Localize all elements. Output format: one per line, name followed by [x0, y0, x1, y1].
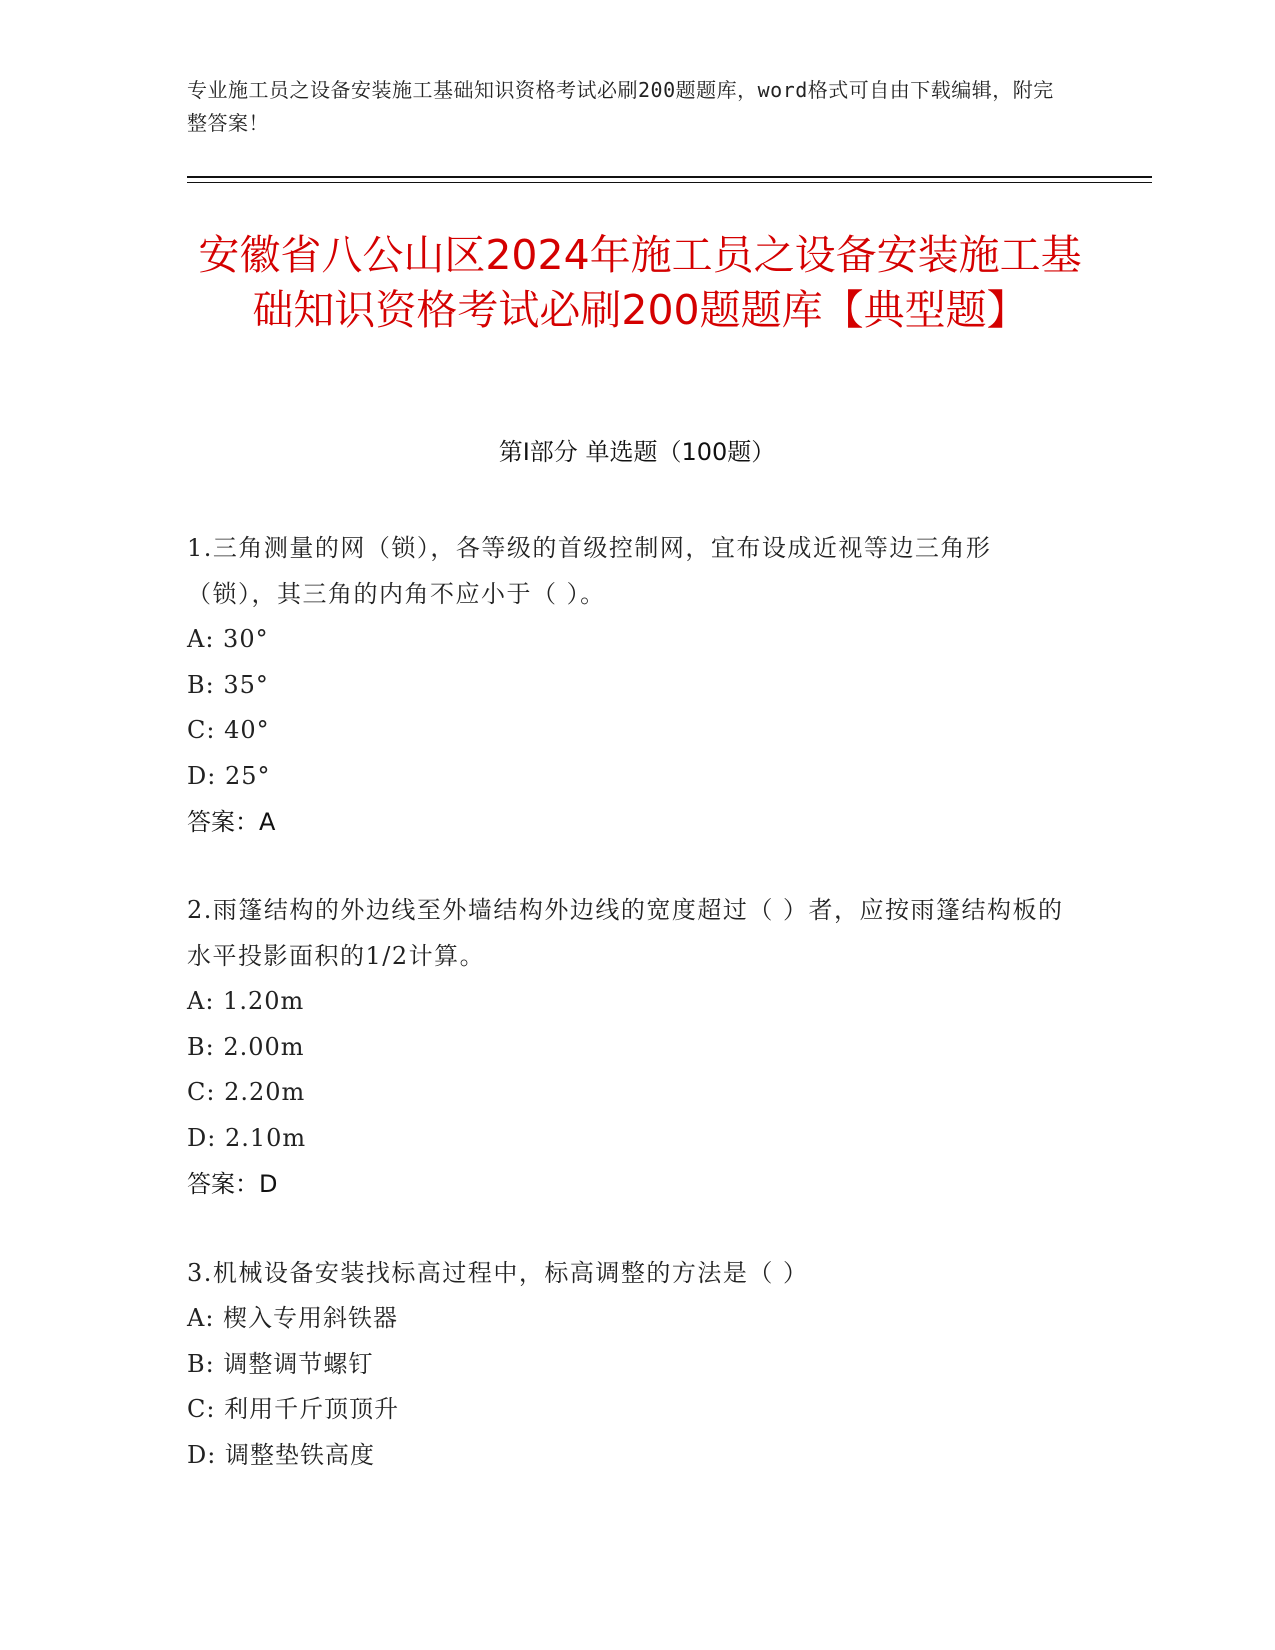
- answer: 答案：D: [187, 1170, 278, 1198]
- option-c: C: 利用千斤顶顶升: [187, 1395, 400, 1423]
- option-c: C: 2.20m: [187, 1078, 306, 1106]
- question-stem: 1.三角测量的网（锁），各等级的首级控制网，宜布设成近视等边三角形（锁），其三角的内角不应小于（ ）。: [187, 534, 992, 608]
- header-divider-thick: [187, 176, 1152, 178]
- option-a: A: 1.20m: [187, 987, 305, 1015]
- option-d: D: 调整垫铁高度: [187, 1440, 375, 1469]
- question-stem: 2.雨篷结构的外边线至外墙结构外边线的宽度超过（ ）者，应按雨篷结构板的水平投影面积的1/2计算。: [187, 896, 1064, 970]
- option-d: D: 25°: [187, 761, 271, 790]
- header-divider-thin: [187, 182, 1152, 183]
- answer: 答案：A: [187, 808, 276, 836]
- question-3: [187, 1250, 1067, 1478]
- option-b: B: 2.00m: [187, 1032, 305, 1061]
- section-title: 第I部分 单选题（100题）: [498, 438, 776, 466]
- header-note: 专业施工员之设备安装施工基础知识资格考试必刷200题题库，word格式可自由下载编辑，附完整答案！: [187, 78, 1054, 135]
- question-1: [187, 525, 1067, 845]
- question-stem: 3.机械设备安装找标高过程中，标高调整的方法是（ ）: [187, 1259, 809, 1287]
- question-2: [187, 887, 1067, 1207]
- option-d: D: 2.10m: [187, 1123, 307, 1152]
- document-title: 安徽省八公山区2024年施工员之设备安装施工基础知识资格考试必刷200题题库【典型题】: [198, 231, 1082, 334]
- option-b: B: 35°: [187, 670, 269, 699]
- option-a: A: 30°: [187, 625, 269, 653]
- option-a: A: 楔入专用斜铁器: [187, 1304, 399, 1332]
- option-c: C: 40°: [187, 716, 270, 744]
- option-b: B: 调整调节螺钉: [187, 1349, 374, 1378]
